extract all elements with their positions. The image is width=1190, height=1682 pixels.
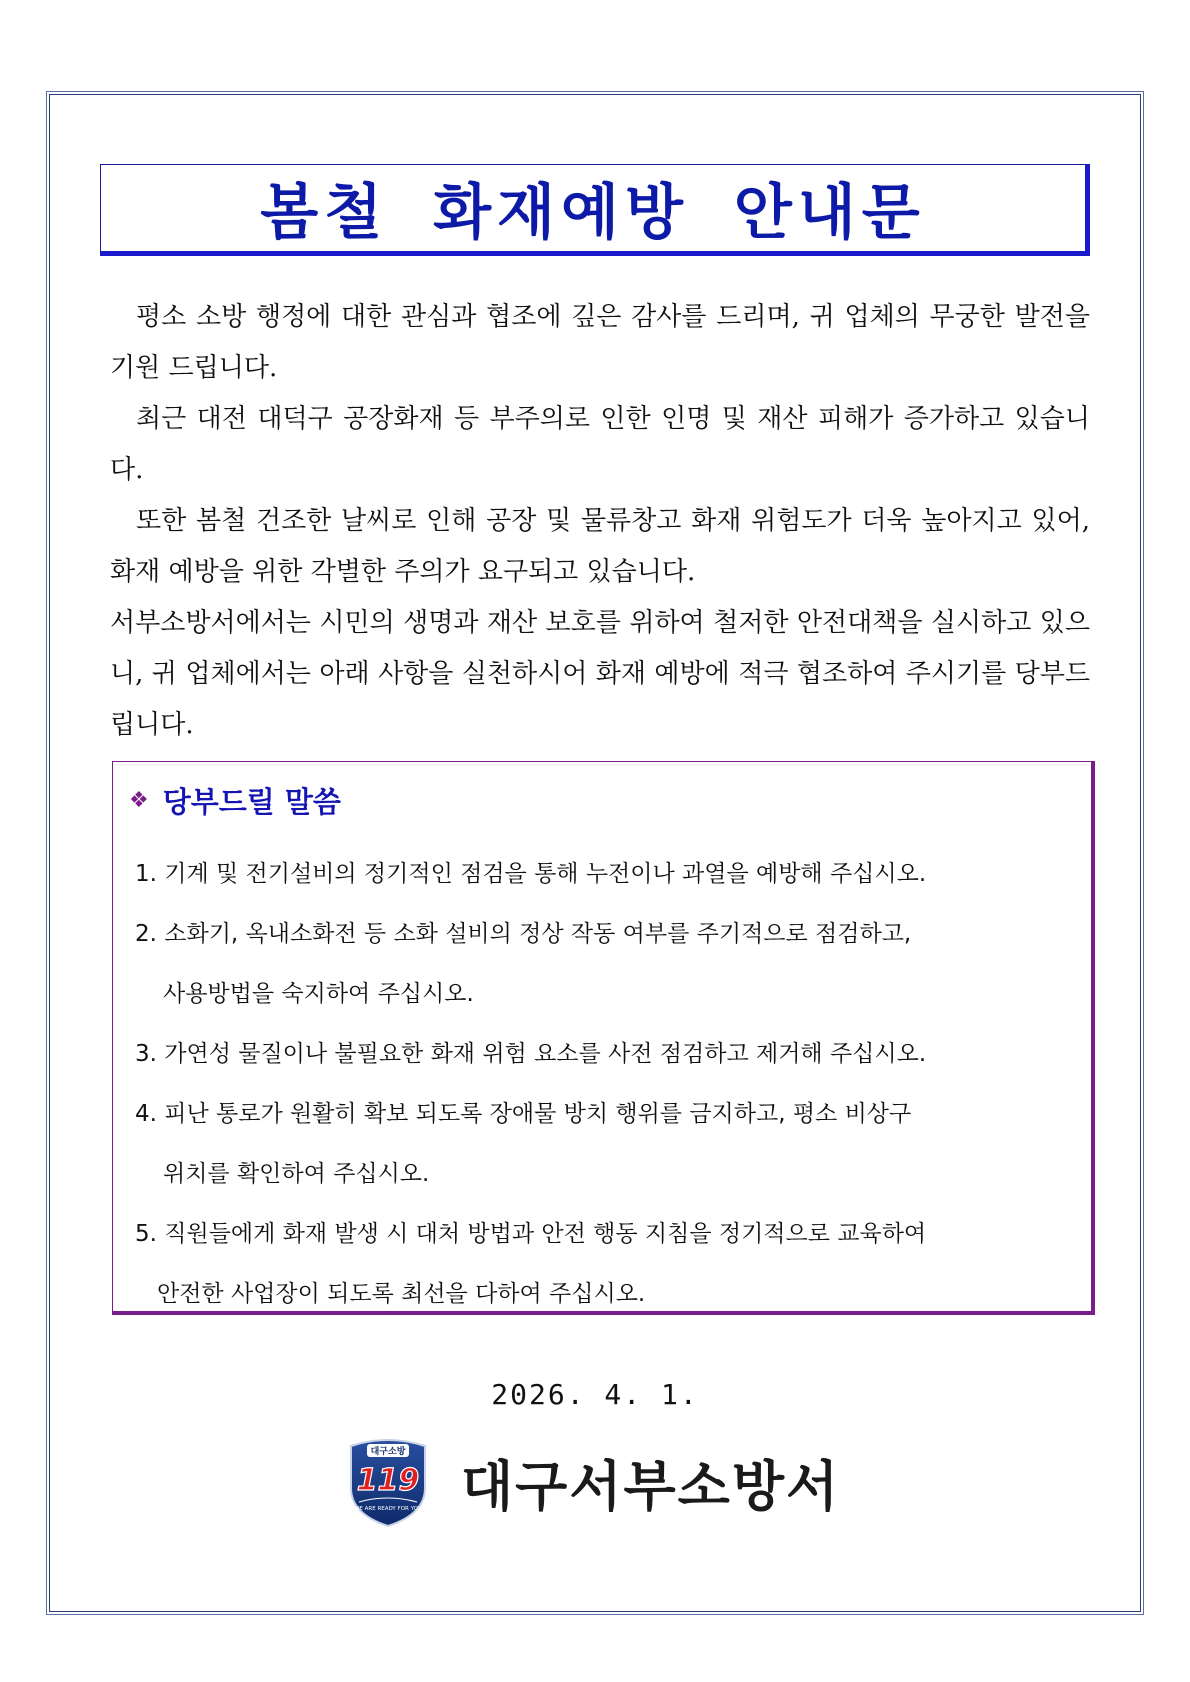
notice-header — [129, 780, 341, 821]
notice-item-2 — [135, 904, 1055, 1024]
organization-name: 대구서부소방서 — [461, 1454, 841, 1518]
fire-department-emblem-icon — [345, 1436, 431, 1528]
intro-paragraph-4: 서부소방서에서는 시민의 생명과 재산 보호를 위하여 철저한 안전대책을 실시하고 있으니, 귀 업체에서는 아래 사항을 실천하시어 화재 예방에 적극 협조하여 주시기를 당부드립니다. — [110, 608, 1090, 740]
notice-item-text: 5. 직원들에게 화재 발생 시 대처 방법과 안전 행동 지침을 정기적으로 교육하여 — [135, 1221, 927, 1247]
intro-section — [110, 292, 1090, 751]
notice-item-continuation: 안전한 사업장이 되도록 최선을 다하여 주십시오. — [157, 1281, 646, 1307]
notice-box — [112, 761, 1095, 1315]
notice-list — [135, 844, 1055, 1324]
diamond-bullet-icon: ❖ — [129, 788, 149, 813]
notice-item-text: 4. 피난 통로가 원활히 확보 되도록 장애물 방치 행위를 금지하고, 평소 비상구 — [135, 1101, 912, 1127]
notice-item-5 — [135, 1204, 1055, 1324]
notice-item-4 — [135, 1084, 1055, 1204]
document-title: 봄철 화재예방 안내문 — [260, 178, 926, 248]
notice-item-text: 1. 기계 및 전기설비의 정기적인 점검을 통해 누전이나 과열을 예방해 주십시오. — [135, 861, 927, 887]
notice-item-continuation: 위치를 확인하여 주십시오. — [163, 1161, 430, 1187]
footer-signature — [345, 1436, 840, 1528]
intro-paragraph-3: 또한 봄철 건조한 날씨로 인해 공장 및 물류창고 화재 위험도가 더욱 높아지고 있어, 화재 예방을 위한 각별한 주의가 요구되고 있습니다. — [110, 506, 1090, 587]
notice-item-text: 3. 가연성 물질이나 불필요한 화재 위험 요소를 사전 점검하고 제거해 주십시오. — [135, 1041, 927, 1067]
notice-heading: 당부드릴 말씀 — [162, 785, 341, 819]
title-box — [100, 164, 1090, 256]
notice-item-continuation: 사용방법을 숙지하여 주십시오. — [163, 981, 474, 1007]
notice-item-text: 2. 소화기, 옥내소화전 등 소화 설비의 정상 작동 여부를 주기적으로 점검하고, — [135, 921, 912, 947]
intro-paragraph-2: 최근 대전 대덕구 공장화재 등 부주의로 인한 인명 및 재산 피해가 증가하고 있습니다. — [110, 404, 1090, 485]
svg-text:WE ARE READY FOR YOU: WE ARE READY FOR YOU — [353, 1506, 423, 1512]
svg-text:119: 119 — [356, 1463, 420, 1498]
notice-item-1 — [135, 844, 1055, 904]
intro-paragraph-1: 평소 소방 행정에 대한 관심과 협조에 깊은 감사를 드리며, 귀 업체의 무궁한 발전을 기원 드립니다. — [110, 302, 1090, 383]
document-date: 2026. 4. 1. — [491, 1378, 699, 1411]
svg-text:대구소방: 대구소방 — [370, 1447, 406, 1457]
notice-item-3 — [135, 1024, 1055, 1084]
